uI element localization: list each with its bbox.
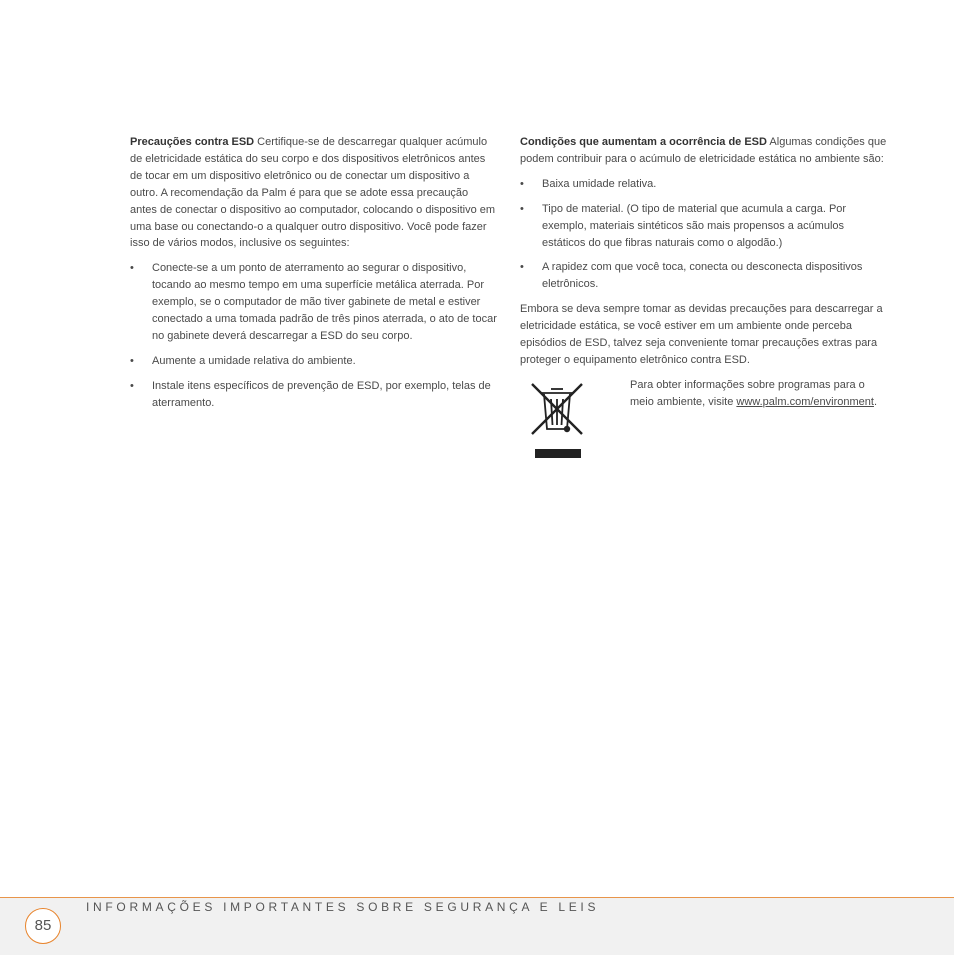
- environment-text: [630, 377, 888, 411]
- esd-conditions-paragraph: [520, 134, 888, 168]
- environment-link[interactable]: www.palm.com/environment: [736, 395, 874, 408]
- crossed-out-wheelie-bin-icon: [529, 381, 587, 461]
- list-item: • A rapidez com que você toca, conecta ou desconecta dispositivos eletrônicos.: [520, 259, 888, 293]
- right-column: [520, 134, 888, 467]
- environment-text-intro: Para obter informações sobre programas para o meio ambiente, visite: [630, 378, 865, 408]
- page-footer: [0, 897, 954, 955]
- list-item: • Instale itens específicos de prevenção de ESD, por exemplo, telas de aterramento.: [130, 378, 498, 412]
- running-title: INFORMAÇÕES IMPORTANTES SOBRE SEGURANÇA E LEIS: [86, 900, 600, 914]
- list-item: • Baixa umidade relativa.: [520, 176, 888, 193]
- environment-text-suffix: .: [873, 395, 878, 408]
- esd-precautions-list: [130, 260, 498, 411]
- environment-notice: [520, 377, 888, 467]
- left-column: [130, 134, 498, 420]
- esd-precautions-paragraph: [130, 134, 498, 252]
- esd-conditions-list: [520, 176, 888, 293]
- list-item: • Aumente a umidade relativa do ambiente.: [130, 353, 498, 370]
- list-item: • Conecte-se a um ponto de aterramento ao segurar o dispositivo, tocando ao mesmo tempo em uma superfície metálica aterrada. Por exemplo, se o computador de mão tiver gabinete de metal e estiver conectado a uma tomada padrão de três pinos aterrada, o ato de tocar no gabinete deverá descarregar a ESD do seu corpo.: [130, 260, 498, 345]
- esd-closing-paragraph: Embora se deva sempre tomar as devidas precauções para descarregar a eletricidade estática, se você estiver em um ambiente onde perceba episódios de ESD, talvez seja conveniente tomar precauções extras para proteger o equipamento eletrônico contra ESD.: [520, 303, 883, 366]
- esd-precautions-heading: Precauções contra ESD: [130, 136, 255, 148]
- esd-precautions-intro: Certifique-se de descarregar qualquer acúmulo de eletricidade estática do seu corpo e dos dispositivos eletrônicos antes de tocar em um dispositivo eletrônico ou de conectar um dispositivo a outro. A recomendação da Palm é para que se adote essa precaução antes de conectar o dispositivo ao computador, colocando o dispositivo em uma base ou conectando-o a qualquer outro dispositivo. Você pode fazer isso de vários modos, inclusive os seguintes:: [130, 136, 496, 250]
- esd-conditions-heading: Condições que aumentam a ocorrência de ESD: [520, 136, 767, 148]
- esd-conditions-intro: Algumas condições que podem contribuir para o acúmulo de eletricidade estática no ambiente são:: [520, 136, 887, 165]
- list-item: • Tipo de material. (O tipo de material que acumula a carga. Por exemplo, materiais sintéticos são mais propensos a acúmulos estáticos do que fibras naturais como o algodão.): [520, 201, 888, 252]
- page-number: 85: [25, 908, 61, 944]
